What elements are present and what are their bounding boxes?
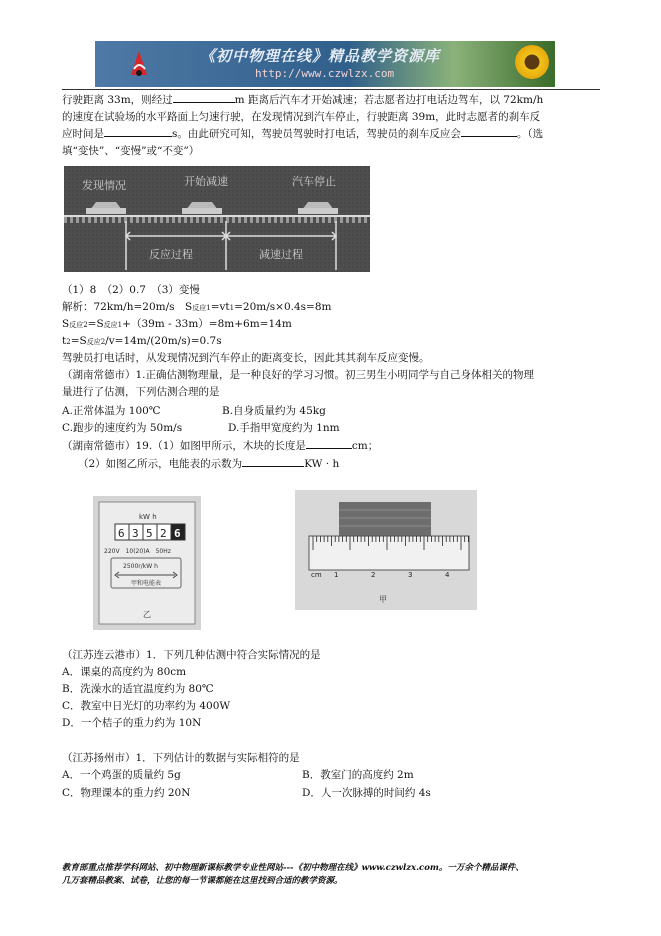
ruler-tick-label: 3 [408, 571, 413, 579]
footer-line-1: 教育部重点推荐学科网站、初中物理新课标教学专业性网站---《初中物理在线》www.czwlzx.com。一万余个精品课件、 [62, 863, 524, 873]
q1-line2: 的速度在试验场的水平路面上匀速行驶，在发现情况到汽车停止，行驶距离 39m，此时志愿者的刹车反 [62, 111, 541, 123]
q2-option-d: D.手指甲宽度约为 1nm [228, 422, 340, 434]
q2-line2: 量进行了估测，下列估测合理的是 [62, 386, 220, 398]
ruler [309, 536, 469, 570]
page-footer [62, 862, 524, 888]
q4-option-c: C．教室中日光灯的功率约为 400W [62, 700, 231, 712]
ruler-caption: 甲 [379, 595, 387, 604]
q1-explanation-3: t2=S反应2/v=14m/(20m/s)=0.7s [62, 335, 222, 347]
q5-option-b: B．教室门的高度约 2m [302, 769, 414, 781]
q5-option-d: D．人一次脉搏的时间约 4s [302, 787, 431, 799]
ruler-tick-label: 4 [445, 571, 450, 579]
meter-digits [115, 524, 185, 540]
q2-option-c: C.跑步的速度约为 50m/s [62, 422, 183, 434]
q5-option-c: C．物理课本的重力约 20N [62, 787, 191, 799]
meter-caption: 乙 [143, 610, 151, 619]
meter-digit-decimal: 6 [174, 527, 181, 540]
figure-label-discover: 发现情况 [82, 179, 126, 192]
header-rule [62, 89, 600, 90]
q3-line2: （2）如图乙所示，电能表的示数为 KW · h [78, 458, 340, 470]
q1-line4: 填“变快”、“变慢”或“不变”） [62, 145, 200, 157]
figure-label-reaction: 反应过程 [149, 248, 193, 261]
site-logo-icon [125, 47, 153, 79]
q1-explanation-1: 解析：72km/h=20m/s S反应1=vt1=20m/s×0.4s=8m [62, 301, 332, 313]
banner-url[interactable]: http://www.czwlzx.com [255, 67, 395, 80]
q2-option-a: A.正常体温为 100℃ [62, 405, 161, 417]
q1-answer: （1）8 （2）0.7 （3）变慢 [62, 284, 200, 296]
meter-digit: 6 [118, 527, 125, 540]
sunflower-image [515, 45, 549, 79]
q5-option-a: A．一个鸡蛋的质量约 5g [62, 769, 181, 781]
q2-option-b: B.自身质量约为 45kg [222, 405, 326, 417]
meter-spec: 220V 10(20)A 50Hz [104, 548, 171, 555]
wooden-block [339, 502, 431, 536]
meter-rate: 2500r/kW h [123, 563, 158, 570]
q1-conclusion: 驾驶员打电话时，从发现情况到汽车停止的距离变长，因此其其刹车反应变慢。 [62, 352, 430, 364]
footer-line-2: 几万套精品教案、试卷，让您的每一节课都能在这里找到合适的教学资源。 [62, 876, 343, 886]
ruler-figure [295, 490, 477, 610]
figure-label-stop: 汽车停止 [292, 175, 336, 188]
q4-option-a: A．课桌的高度约为 80cm [62, 666, 187, 678]
braking-diagram [64, 166, 370, 272]
banner-title: 《初中物理在线》精品教学资源库 [200, 47, 441, 65]
q4-option-d: D．一个桔子的重力约为 10N [62, 717, 202, 729]
meter-brand: 甲和电能表 [131, 580, 162, 587]
q3-line1: （湖南常德市）19.（1）如图甲所示，木块的长度是 cm； [62, 440, 379, 452]
ruler-tick-label: 2 [371, 571, 376, 579]
electric-meter-figure [93, 496, 201, 630]
q1-line3: 应时间是 s。由此研究可知，驾驶员驾驶时打电话，驾驶员的刹车反应会 。（选 [62, 128, 544, 140]
q1-line1: 行驶距离 33m，则经过 m 距离后汽车才开始减速；若志愿者边打电话边驾车，以 72km/h [62, 94, 544, 106]
figure-label-decel: 减速过程 [259, 248, 303, 261]
meter-unit: kW h [139, 513, 157, 521]
figure-label-brake-start: 开始减速 [184, 175, 228, 188]
q1-explanation-2: S反应2=S反应1+（39m - 33m）=8m+6m=14m [62, 318, 292, 330]
meter-digit: 3 [132, 527, 139, 540]
meter-digit: 2 [160, 527, 167, 540]
q2-line1: （湖南常德市）1.正确估测物理量，是一种良好的学习习惯。初三男生小明同学与自己身体相关的物理 [62, 369, 535, 381]
ruler-unit: cm [311, 571, 322, 579]
q4-option-b: B．洗澡水的适宜温度约为 80℃ [62, 683, 214, 695]
q4-line1: （江苏连云港市）1．下列几种估测中符合实际情况的是 [62, 649, 321, 661]
meter-digit: 5 [146, 527, 153, 540]
header-banner [95, 41, 555, 87]
q5-line1: （江苏扬州市）1．下列估计的数据与实际相符的是 [62, 752, 300, 764]
ruler-tick-label: 1 [334, 571, 339, 579]
